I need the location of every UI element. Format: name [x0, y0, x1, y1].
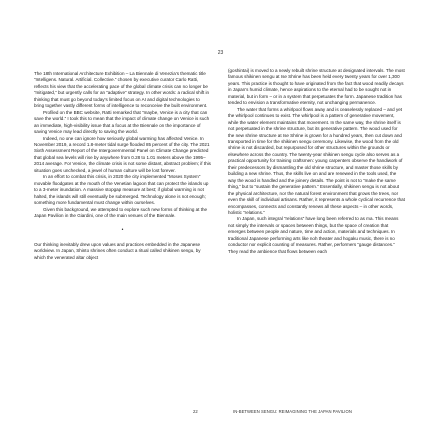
- footer-page-number: 22: [193, 409, 198, 414]
- paragraph: (goshintai) is moved to a newly rebuilt shrine structure at designated intervals. The most famous shikinen sengu at Ise Shrine has been held every twenty years for over 1,300 years. This practice is thought to have originated from the fact that wood readily decays in Japan’s humid climate, hence aspirations to the eternal had to be sought not in material, but in form – or in a system that perpetuates the form. Japanese tradition has tended to envision a transformative eternity, not unchanging permanence.: [228, 68, 405, 106]
- paragraph: In Japan, such integral “relations” have long been referred to as ma. This means not simply the intervals or spaces between things, but the space of creation that emerges between people and nature, time and action, materials and techniques. In traditional Japanese performing arts like noh theater and hogaku music, there is no conductor nor explicit counting of measures. Rather, performers “gauge distances.” They read the ambience that flows between each: [228, 216, 399, 254]
- paragraph: Given this background, we attempted to explore such new forms of thinking at the Japan Pavilion in the Giardini, one of the main venues of the Biennale.: [34, 206, 208, 218]
- paragraph: The 18th International Architecture Exhibition – La Biennale di Venezia’s thematic title “Intelligens. Natural. Artificial. Collective.” chosen by executive curator Carlo Ratti, reflects his view that the accelerating pace of the global climate crisis can no longer be “mitigated,” but urgently calls for an “adaptive” strategy. In other words: a radical shift in thinking that must go beyond today’s limited focus on AI and digital technologies to bring together vastly different forms of intelligence to reconceive the built environment.: [34, 71, 210, 109]
- left-column: [34, 71, 211, 261]
- page-number-top: 23: [217, 50, 224, 56]
- paragraph: Indeed, no one can ignore how seriously global warming has affected Venice. In November 2019, a record 1.8-meter tidal surge flooded 85 percent of the city. The 2021 Sixth Assessment Report of the Intergovernmental Panel on Climate Change predicted that global sea levels will rise by anywhere from 0.28 to 1.01 meters above the 1995–2014 average. For Venice, the climate crisis is not some distant, abstract problem; if this situation goes unchecked, a jewel of human culture will be lost forever.: [34, 135, 211, 173]
- paragraph: In an effort to combat this crisis, in 2020 the city implemented “Moses System” movable floodgates at the mouth of the Venetian lagoon that can protect the islands up to a 3-meter inundation. A massive stopgap measure at best; if global warming is not halted, the islands will still eventually be submerged. Technology alone is not enough; something more fundamental must change within ourselves.: [34, 174, 209, 206]
- section-separator: •: [121, 227, 124, 234]
- paragraph: Profiled on the BBC website, Ratti remarked that “maybe, Venice is a city that can save the world.” I took this to mean that the impact of climate change on Venice is such an immediate, high-visibility issue that a focus at the Biennale on the importance of saving Venice may lead directly to saving the world.: [34, 109, 210, 135]
- footer-running-title: IN-BETWEEN SENGU: REIMAGINING THE JAPAN PAVILION: [233, 409, 352, 414]
- paragraph: The water that forms a whirlpool flows away and is ceaselessly replaced – and yet the whirlpool continues to exist. The whirlpool is a pattern of generative movement, while the water element maintains that movement. In the same way, the shrine itself is not perpetuated in the shrine structure, but its generative pattern. The wood used for the new shrine structure at Ise Shrine is grown for a hundred years, then cut down and transported in time for the shikinen sengu ceremony. Likewise, the wood from the old shrine is not discarded, but repurposed for other structures within the grounds or elsewhere across the country. The twenty-year shikinen sengu cycle also serves as a practical opportunity for training craftsmen: young carpenters observe the handiwork of their predecessors by dismantling the old shrine structure, and master those skills by building a new shrine. Thus, the skills live on and are renewed in the tools used, the way the wood is handled and the joinery details. The point is not to “make the same thing,” but to “sustain the generative pattern.” Essentially, shikinen sengu is not about the physical architecture, nor the natural forest environment that grows the trees, nor even the skill of individual artisans. Rather, it represents a whole cyclical recurrence that encompasses, connects and constantly renews all these aspects – in other words, holistic “relations.”: [228, 106, 405, 215]
- right-column: [228, 68, 405, 255]
- paragraph: Our thinking inevitably drew upon values and practices embedded in the Japanese worldview. In Japan, Shinto shrines often conduct a ritual called shikinen sengu, by which the venerated altar object: [34, 241, 201, 260]
